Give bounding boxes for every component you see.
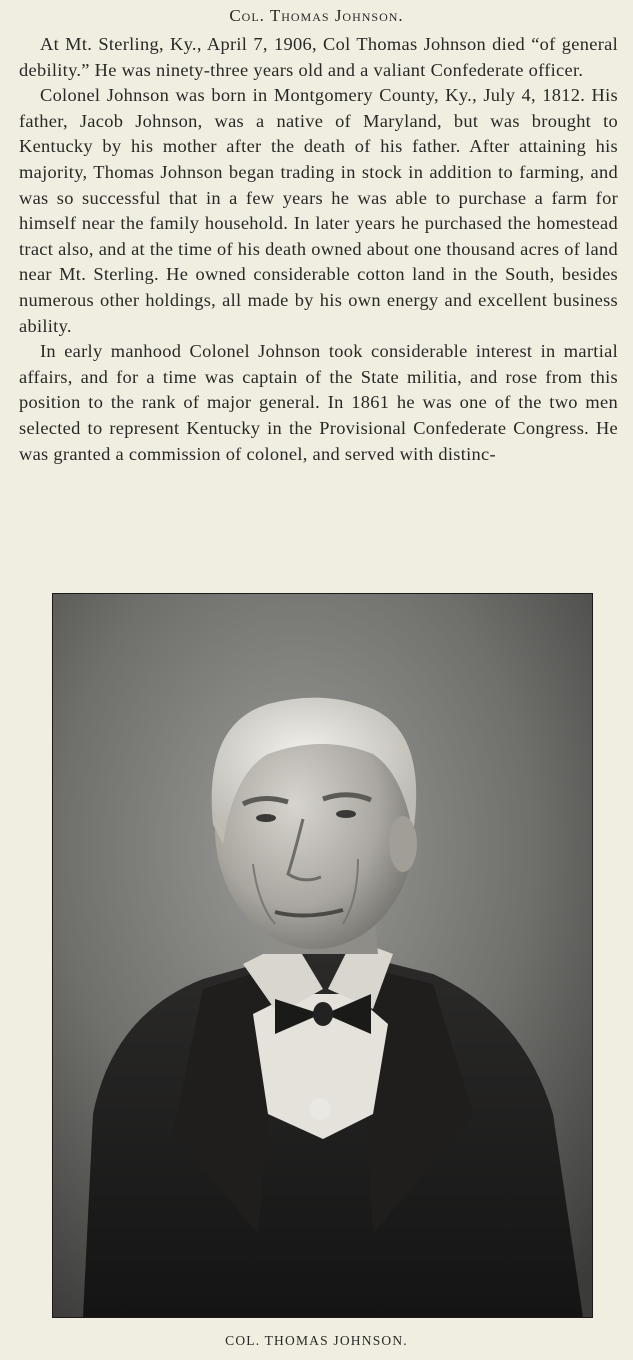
portrait-image (53, 594, 592, 1317)
paragraph-early-life: Colonel Johnson was born in Montgomery County, Ky., July 4, 1812. His father, Jacob Johnson, was a native of Maryland, but was brought to Kentucky by his mother after the death of his father. After attaining his majority, Thomas Johnson began trading in stock in addition to farming, and was so successful that in a few years he was able to purchase a farm for himself near the family household. In later years he purchased the homestead tract also, and at the time of his death owned about one thousand acres of land near Mt. Sterling. He owned considerable cotton land in the South, besides numerous other holdings, all made by his own energy and excellent business ability. (19, 85, 618, 336)
article-heading: Col. Thomas Johnson. (229, 6, 404, 25)
portrait-photograph (52, 593, 593, 1318)
article-body (19, 32, 618, 467)
paragraph-death-notice: At Mt. Sterling, Ky., April 7, 1906, Col Thomas Johnson died “of general debility.” He was ninety-three years old and a valiant Confederate officer. (19, 34, 618, 80)
photo-caption: COL. THOMAS JOHNSON. (225, 1333, 408, 1348)
paragraph-military-career: In early manhood Colonel Johnson took considerable interest in martial affairs, and for a time was captain of the State militia, and rose from this position to the rank of major general. In 1861 he was one of the two men selected to represent Kentucky in the Provisional Confederate Congress. He was granted a commission of colonel, and served with distinc- (19, 341, 618, 464)
